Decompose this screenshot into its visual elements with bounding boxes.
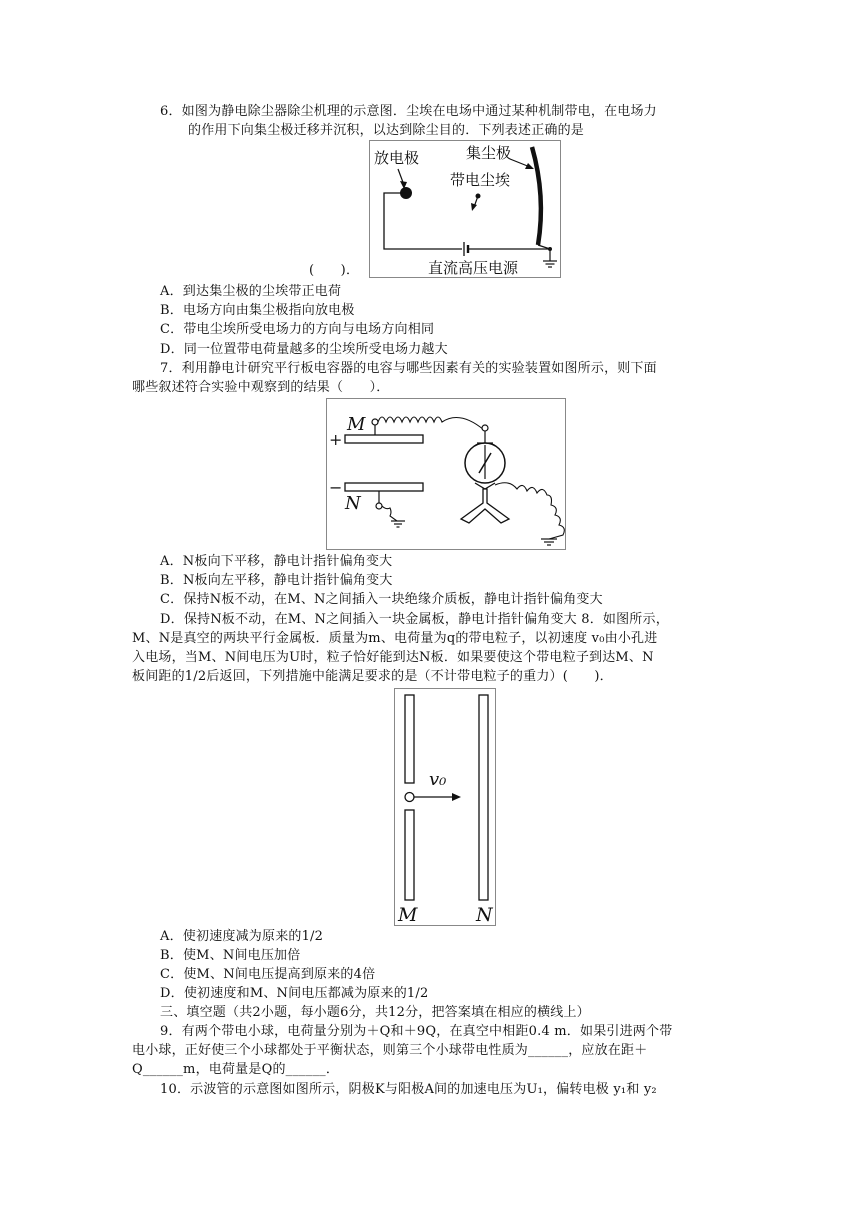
q8-label-v0: v₀ <box>429 769 447 790</box>
q7-label-plus: + <box>329 430 343 449</box>
collector-electrode <box>532 147 541 245</box>
q8-line1: M、N是真空的两块平行金属板．质量为m、电荷量为q的带电粒子，以初速度 v₀由小孔进 <box>132 631 658 646</box>
plate-m <box>345 435 423 443</box>
q6-line2: 的作用下向集尘极迁移并沉积，以达到除尘目的．下列表述正确的是 <box>188 123 585 138</box>
q6-answer-bracket: ( )． <box>309 263 360 278</box>
q9-line1: 9．有两个带电小球，电荷量分别为＋Q和＋9Q，在真空中相距0.4 m．如果引进两个带 <box>160 1024 673 1039</box>
q8-line3: 板间距的1/2后返回，下列措施中能满足要求的是（不计带电粒子的重力）( )． <box>132 669 613 684</box>
plate-n <box>479 695 488 900</box>
q7-option-d: D．保持N板不动，在M、N之间插入一块金属板，静电计指针偏角变大 8．如图所示， <box>160 612 669 627</box>
q7-line2: 哪些叙述符合实验中观察到的结果（ ）． <box>132 380 390 395</box>
q6-figure-electrostatic-precipitator <box>369 140 561 278</box>
q6-option-d: D．同一位置带电荷量越多的尘埃所受电场力越大 <box>160 342 448 357</box>
q6-option-c: C．带电尘埃所受电场力的方向与电场方向相同 <box>160 322 435 337</box>
section-3-heading: 三、填空题（共2小题，每小题6分，共12分，把答案填在相应的横线上） <box>160 1005 590 1020</box>
q7-label-n: N <box>345 493 361 514</box>
q6-label-discharge: 放电极 <box>374 149 420 167</box>
q9-line3: Q______m，电荷量是Q的______． <box>132 1062 340 1077</box>
q8-line2: 入电场，当M、N间电压为U时，粒子恰好能到达N板．如果要使这个带电粒子到达M、N <box>132 650 654 665</box>
q8-option-c: C．使M、N间电压提高到原来的4倍 <box>160 967 376 982</box>
q6-line1: 6．如图为静电除尘器除尘机理的示意图．尘埃在电场中通过某种机制带电，在电场力 <box>160 104 657 119</box>
plate-m-upper <box>405 695 414 783</box>
q7-option-c: C．保持N板不动，在M、N之间插入一块绝缘介质板，静电计指针偏角变大 <box>160 592 603 607</box>
q7-line1: 7．利用静电计研究平行板电容器的电容与哪些因素有关的实验装置如图所示，则下面 <box>160 361 657 376</box>
plate-n <box>345 483 423 491</box>
plate-m-lower <box>405 810 414 900</box>
q8-option-a: A．使初速度减为原来的1/2 <box>160 929 324 944</box>
q8-option-d: D．使初速度和M、N间电压都减为原来的1/2 <box>160 986 429 1001</box>
q8-label-m: M <box>398 904 418 925</box>
q9-line2: 电小球，正好使三个小球都处于平衡状态，则第三个小球带电性质为______，应放在距＋ <box>132 1043 648 1058</box>
q10-line1: 10．示波管的示意图如图所示，阴极K与阳极A间的加速电压为U₁，偏转电极 y₁和 y₂ <box>160 1082 657 1097</box>
q7-option-a: A．N板向下平移，静电计指针偏角变大 <box>160 554 393 569</box>
q6-label-collector: 集尘极 <box>466 144 512 162</box>
q8-figure-parallel-plates <box>394 688 496 926</box>
q8-label-n: N <box>476 904 493 925</box>
q6-label-dust: 带电尘埃 <box>450 171 511 189</box>
q7-option-b: B．N板向左平移，静电计指针偏角变大 <box>160 573 393 588</box>
q6-option-a: A．到达集尘极的尘埃带正电荷 <box>160 284 342 299</box>
q6-option-b: B．电场方向由集尘极指向放电极 <box>160 303 355 318</box>
q7-label-minus: − <box>329 478 343 497</box>
q7-label-m: M <box>347 414 366 435</box>
q6-label-power: 直流高压电源 <box>428 259 519 277</box>
entry-hole <box>405 793 414 802</box>
q7-figure-capacitor-electrometer <box>326 398 566 550</box>
q8-option-b: B．使M、N间电压加倍 <box>160 948 301 963</box>
